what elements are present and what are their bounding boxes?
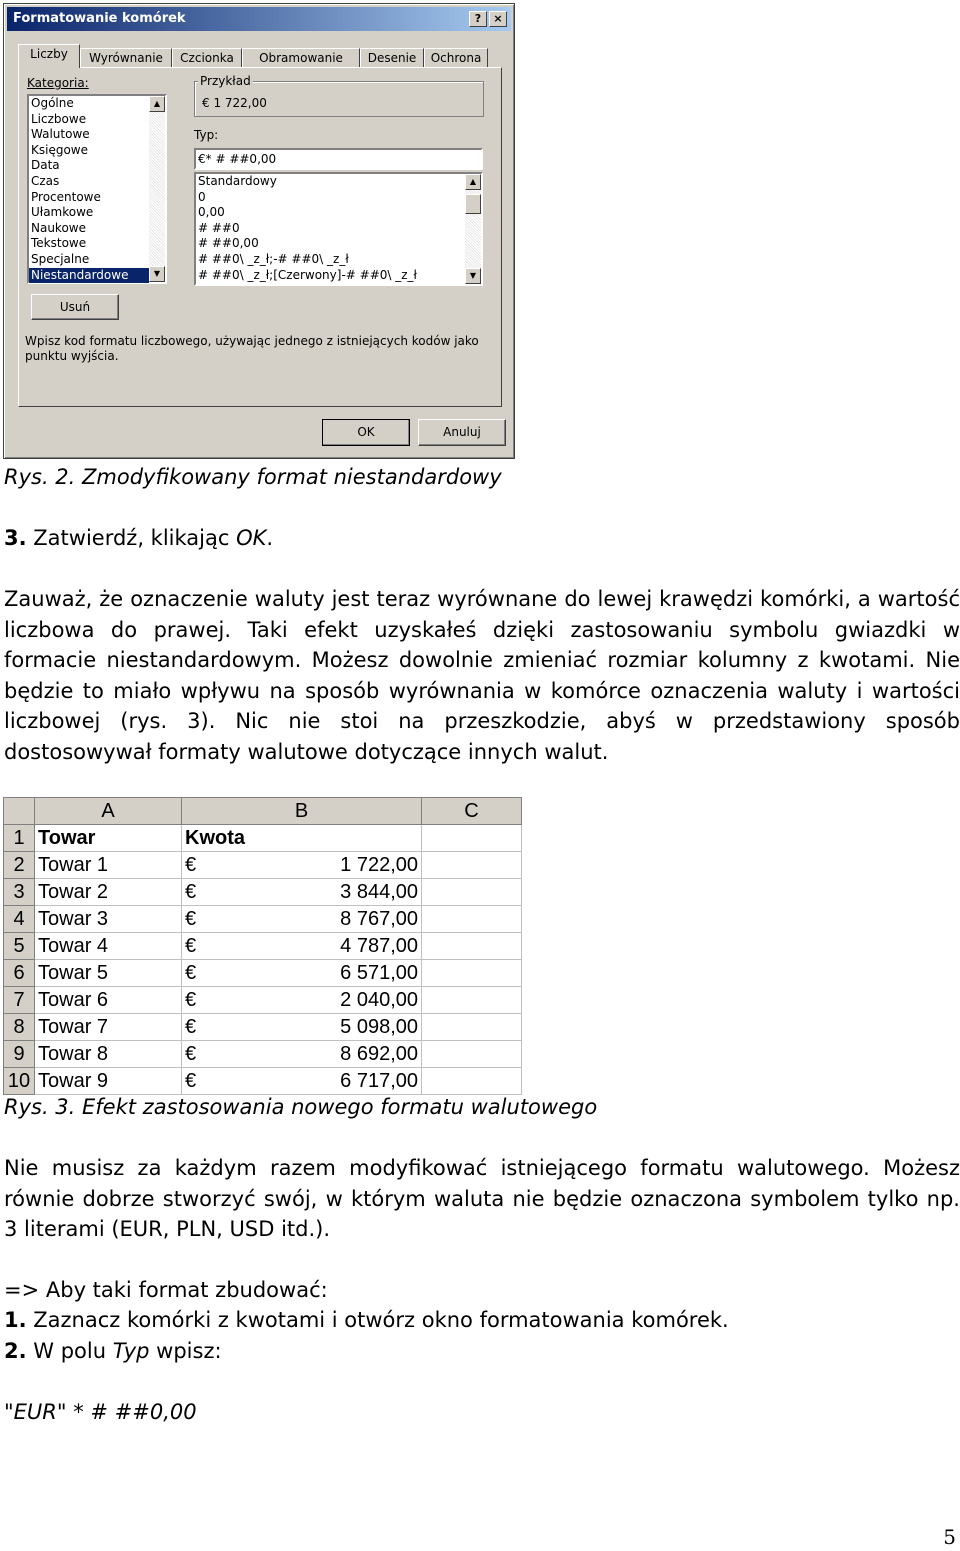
column-header-row xyxy=(4,798,522,825)
list-item[interactable]: 0,00 xyxy=(198,205,225,220)
currency-cell-content xyxy=(185,1070,418,1093)
row-header[interactable]: 8 xyxy=(4,1014,35,1041)
type-label: Typ: xyxy=(194,128,219,142)
row-header[interactable]: 3 xyxy=(4,879,35,906)
corner-cell[interactable] xyxy=(4,798,35,825)
category-items xyxy=(29,96,165,283)
cell[interactable]: Towar 9 xyxy=(35,1068,182,1095)
currency-cell-content xyxy=(185,908,418,931)
list-item[interactable]: 0 xyxy=(198,189,206,204)
currency-cell-content xyxy=(185,1043,418,1066)
delete-button[interactable]: Usuń xyxy=(31,294,119,320)
figure-caption-2: Rys. 2. Zmodyfikowany format niestandardowy xyxy=(4,465,502,489)
sample-value: € 1 722,00 xyxy=(202,96,267,110)
step-end: wpisz: xyxy=(149,1339,222,1363)
step-text: Zaznacz komórki z kwotami i otwórz okno formatowania komórek. xyxy=(26,1308,729,1332)
spreadsheet-table xyxy=(3,797,522,1095)
cell[interactable] xyxy=(422,852,522,879)
tab-patterns[interactable]: Desenie xyxy=(360,48,424,68)
format-code: "EUR" * # ##0,00 xyxy=(4,1400,197,1424)
cell[interactable] xyxy=(422,960,522,987)
scroll-up-icon[interactable]: ▲ xyxy=(465,174,481,190)
currency-symbol: € xyxy=(185,934,197,957)
cell[interactable] xyxy=(182,960,422,987)
cell[interactable]: Kwota xyxy=(182,825,422,852)
cell[interactable] xyxy=(422,933,522,960)
type-items xyxy=(196,174,465,283)
step-number: 1. xyxy=(4,1308,27,1332)
list-item-selected[interactable]: Niestandardowe xyxy=(29,268,149,284)
amount-value: 2 040,00 xyxy=(340,988,418,1011)
cell[interactable]: Towar 7 xyxy=(35,1014,182,1041)
cell[interactable] xyxy=(422,1014,522,1041)
row-header[interactable]: 6 xyxy=(4,960,35,987)
category-scrollbar[interactable] xyxy=(149,96,165,282)
currency-symbol: € xyxy=(185,1042,197,1065)
paragraph-2: Nie musisz za każdym razem modyfikować istniejącego formatu walutowego. Możesz równie dobrze stworzyć swój, w którym waluta nie będzie oznaczona symbolem tylko np. 3 literami (EUR, PLN, USD itd.). xyxy=(4,1156,960,1241)
scroll-thumb[interactable] xyxy=(465,194,481,214)
column-header[interactable]: C xyxy=(422,798,522,825)
scroll-down-icon[interactable]: ▼ xyxy=(149,266,165,282)
currency-symbol: € xyxy=(185,853,197,876)
format-cells-dialog xyxy=(3,3,515,459)
tab-border[interactable]: Obramowanie xyxy=(242,48,360,68)
list-item[interactable]: Data xyxy=(31,158,60,173)
currency-symbol: € xyxy=(185,907,197,930)
cell[interactable] xyxy=(182,1041,422,1068)
currency-cell-content xyxy=(185,935,418,958)
currency-symbol: € xyxy=(185,988,197,1011)
cancel-button[interactable]: Anuluj xyxy=(418,419,506,446)
amount-value: 6 717,00 xyxy=(340,1069,418,1092)
amount-value: 8 767,00 xyxy=(340,907,418,930)
list-item[interactable]: Standardowy xyxy=(198,174,277,188)
currency-cell-content xyxy=(185,962,418,985)
step-1 xyxy=(4,1305,960,1336)
step-2 xyxy=(4,1336,960,1367)
scroll-up-icon[interactable]: ▲ xyxy=(149,96,165,112)
list-item[interactable]: Walutowe xyxy=(31,127,90,142)
cell[interactable] xyxy=(422,906,522,933)
step-end: . xyxy=(266,526,274,550)
row-header[interactable]: 5 xyxy=(4,933,35,960)
list-item[interactable]: # ##0,00 xyxy=(198,236,259,251)
cell[interactable] xyxy=(422,987,522,1014)
help-button[interactable]: ? xyxy=(469,11,487,27)
type-list[interactable] xyxy=(194,172,483,286)
cell[interactable] xyxy=(182,1014,422,1041)
sheet-body xyxy=(4,852,522,1095)
row-header[interactable]: 9 xyxy=(4,1041,35,1068)
ok-button[interactable]: OK xyxy=(322,419,410,446)
tab-protection[interactable]: Ochrona xyxy=(424,48,488,68)
spreadsheet xyxy=(3,797,529,1091)
amount-value: 3 844,00 xyxy=(340,880,418,903)
column-header[interactable]: B xyxy=(182,798,422,825)
row-header[interactable]: 4 xyxy=(4,906,35,933)
currency-cell-content xyxy=(185,989,418,1012)
cell[interactable]: Towar 1 xyxy=(35,852,182,879)
cell[interactable] xyxy=(422,1068,522,1095)
tab-alignment[interactable]: Wyrównanie xyxy=(80,48,172,68)
currency-symbol: € xyxy=(185,1015,197,1038)
table-row xyxy=(4,987,522,1014)
table-row xyxy=(4,825,522,852)
list-item[interactable]: Księgowe xyxy=(31,142,88,157)
cell[interactable]: Towar 6 xyxy=(35,987,182,1014)
cell[interactable] xyxy=(422,879,522,906)
list-item[interactable]: Procentowe xyxy=(31,189,101,204)
table-row xyxy=(4,960,522,987)
cell[interactable]: Towar xyxy=(35,825,182,852)
cell[interactable] xyxy=(182,879,422,906)
list-item[interactable]: Naukowe xyxy=(31,220,86,235)
currency-cell-content xyxy=(185,881,418,904)
step-3 xyxy=(4,523,960,554)
amount-value: 5 098,00 xyxy=(340,1015,418,1038)
row-header[interactable]: 1 xyxy=(4,825,35,852)
amount-value: 1 722,00 xyxy=(340,853,418,876)
cell[interactable] xyxy=(182,906,422,933)
build-line: => Aby taki format zbudować: xyxy=(4,1278,328,1302)
currency-symbol: € xyxy=(185,1069,197,1092)
close-button[interactable]: × xyxy=(489,11,507,27)
row-header[interactable]: 10 xyxy=(4,1068,35,1095)
column-header[interactable]: A xyxy=(35,798,182,825)
list-item[interactable]: Specjalne xyxy=(31,251,90,266)
step-text: W polu xyxy=(26,1339,113,1363)
list-item[interactable]: # ##0\ _z_ł;[Czerwony]-# ##0\ _z_ł xyxy=(198,267,417,282)
row-header[interactable]: 2 xyxy=(4,852,35,879)
amount-value: 4 787,00 xyxy=(340,934,418,957)
type-input[interactable]: €* # ##0,00 xyxy=(194,148,483,170)
list-item[interactable]: Czas xyxy=(31,173,60,188)
type-scrollbar[interactable] xyxy=(465,174,481,284)
table-row xyxy=(4,879,522,906)
list-item[interactable]: # ##0 xyxy=(198,220,240,235)
amount-value: 8 692,00 xyxy=(340,1042,418,1065)
cell[interactable]: Towar 3 xyxy=(35,906,182,933)
step-typ: Typ xyxy=(112,1339,150,1363)
tab-numbers[interactable]: Liczby xyxy=(18,44,80,68)
amount-value: 6 571,00 xyxy=(340,961,418,984)
dialog-titlebar xyxy=(7,7,511,31)
cell[interactable]: Towar 2 xyxy=(35,879,182,906)
numbers-panel xyxy=(18,67,502,407)
list-item[interactable]: Ułamkowe xyxy=(31,205,94,220)
tab-font[interactable]: Czcionka xyxy=(172,48,242,68)
scroll-down-icon[interactable]: ▼ xyxy=(465,268,481,284)
dialog-title: Formatowanie komórek xyxy=(13,11,186,26)
step-number: 3. xyxy=(4,526,27,550)
table-row xyxy=(4,906,522,933)
cell[interactable]: Towar 4 xyxy=(35,933,182,960)
table-row xyxy=(4,1068,522,1095)
currency-symbol: € xyxy=(185,961,197,984)
table-row xyxy=(4,933,522,960)
cell[interactable]: Towar 8 xyxy=(35,1041,182,1068)
list-item[interactable]: # ##0\ _z_ł;-# ##0\ _z_ł xyxy=(198,251,349,266)
cell[interactable] xyxy=(182,933,422,960)
cell[interactable]: Towar 5 xyxy=(35,960,182,987)
step-text: Zatwierdź, klikając xyxy=(33,526,237,550)
paragraph-1: Zauważ, że oznaczenie waluty jest teraz wyrównane do lewej krawędzi komórki, a wartość liczbowa do prawej. Taki efekt uzyskałeś dzięki zastosowaniu symbolu gwiazdki w formacie niestandardowym. Możesz dowolnie zmieniać rozmiar kolumny z kwotami. Nie będzie to miało wpływu na sposób wyrównania w komórce oznaczenia waluty i wartości liczbowej (rys. 3). Nic nie stoi na przeszkodzie, abyś w przedstawiony sposób dostosowywał formaty walutowe dotyczące innych walut. xyxy=(4,587,960,764)
hint-text: Wpisz kod formatu liczbowego, używając jednego z istniejących kodów jako punktu wyjścia. xyxy=(25,334,479,363)
currency-cell-content xyxy=(185,1016,418,1039)
category-label: Kategoria: xyxy=(27,76,89,90)
table-row xyxy=(4,1014,522,1041)
step-number: 2. xyxy=(4,1339,27,1363)
step-ok: OK xyxy=(236,526,267,550)
cell[interactable] xyxy=(422,825,522,852)
page-number: 5 xyxy=(943,1525,956,1549)
list-item[interactable]: Tekstowe xyxy=(31,236,87,251)
list-item[interactable]: Ogólne xyxy=(31,96,74,110)
currency-cell-content xyxy=(185,854,418,877)
currency-symbol: € xyxy=(185,880,197,903)
table-row xyxy=(4,1041,522,1068)
table-row xyxy=(4,852,522,879)
sample-label: Przykład xyxy=(200,74,251,88)
category-list[interactable] xyxy=(27,94,167,284)
cell[interactable] xyxy=(182,1068,422,1095)
row-header[interactable]: 7 xyxy=(4,987,35,1014)
cell[interactable] xyxy=(422,1041,522,1068)
figure-caption-3: Rys. 3. Efekt zastosowania nowego formatu walutowego xyxy=(4,1095,598,1119)
cell[interactable] xyxy=(182,852,422,879)
list-item[interactable]: Liczbowe xyxy=(31,111,87,126)
cell[interactable] xyxy=(182,987,422,1014)
